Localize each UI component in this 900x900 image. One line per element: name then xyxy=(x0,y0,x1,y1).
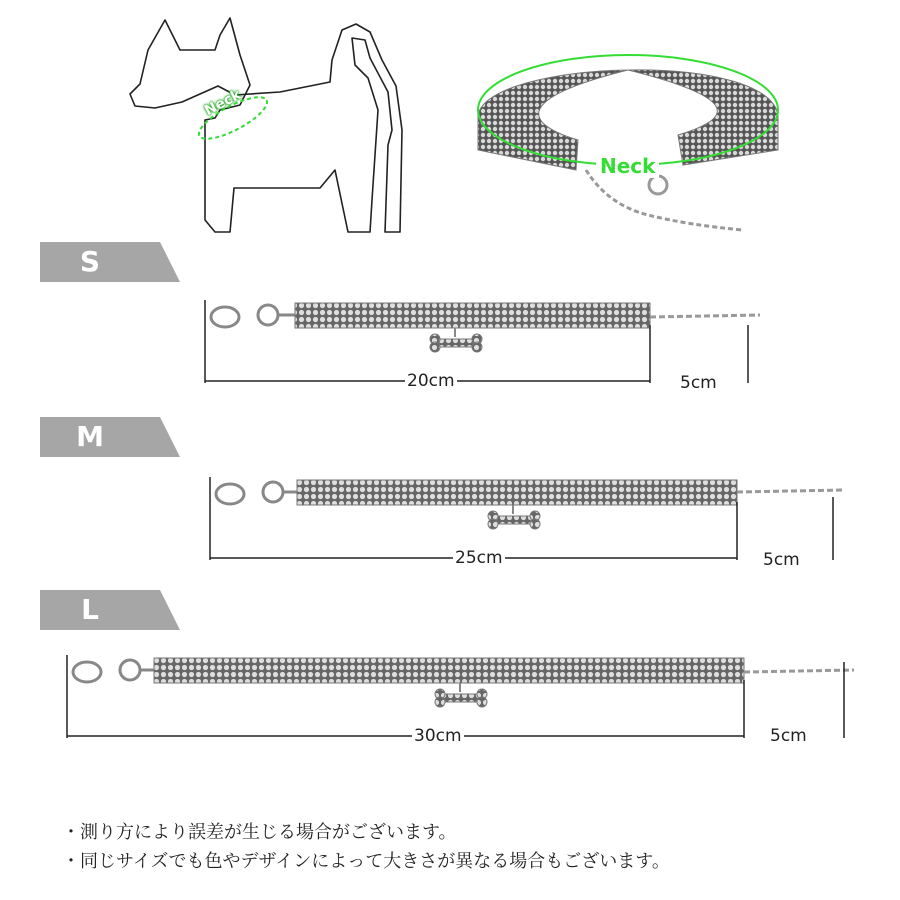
size-label: M xyxy=(76,420,104,453)
straight-collar-m-icon xyxy=(205,472,855,572)
chain-length-s: 5cm xyxy=(680,373,717,393)
collar-diagram xyxy=(468,30,788,250)
collar-s xyxy=(200,295,770,395)
collar-neck-label: Neck xyxy=(596,154,659,178)
dog-neck-label: Neck xyxy=(202,86,244,120)
chain-length-m: 5cm xyxy=(763,550,800,570)
size-label: L xyxy=(81,593,99,626)
note-measurement-error: ・測り方により誤差が生じる場合がございます。 xyxy=(62,822,457,843)
collar-l xyxy=(62,650,862,750)
collar-m xyxy=(205,472,855,572)
collar-length-m: 25cm xyxy=(455,548,503,568)
dog-diagram xyxy=(120,10,420,240)
dog-outline-icon xyxy=(120,10,420,240)
size-tag-s xyxy=(40,242,180,282)
rhinestone-collar-icon xyxy=(468,30,788,250)
size-label: S xyxy=(79,245,101,278)
note-size-variation: ・同じサイズでも色やデザインによって大きさが異なる場合もございます。 xyxy=(62,851,670,872)
collar-length-l: 30cm xyxy=(414,726,462,746)
size-tag-m xyxy=(40,417,180,457)
chain-length-l: 5cm xyxy=(770,726,807,746)
size-tag-l xyxy=(40,590,180,630)
collar-length-s: 20cm xyxy=(407,371,455,391)
